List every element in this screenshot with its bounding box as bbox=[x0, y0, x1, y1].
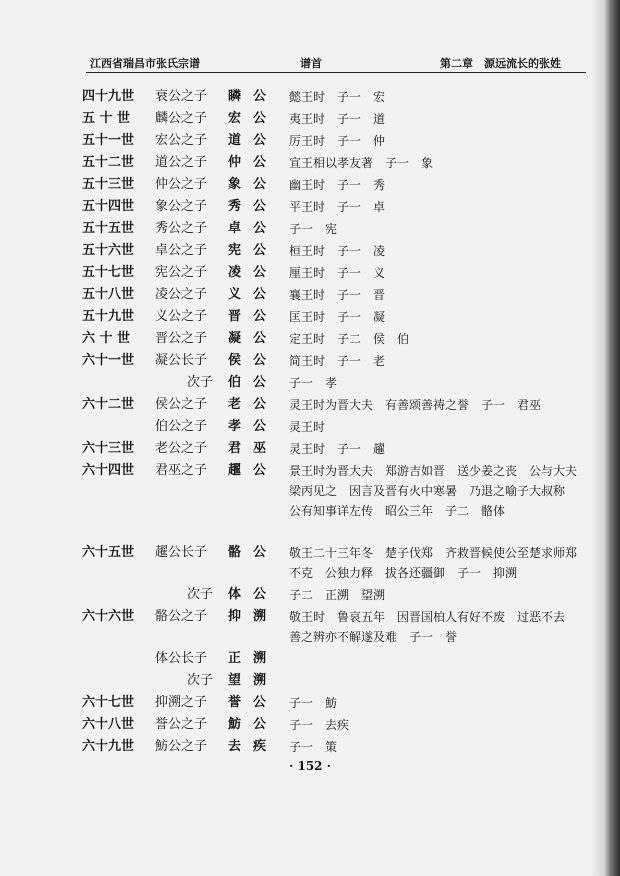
genealogy-row bbox=[0, 263, 604, 283]
genealogy-row bbox=[0, 351, 604, 371]
person-description: 灵王时 bbox=[289, 420, 326, 434]
person-description: 景王时为晋大夫 郑游吉如晋 送少姜之丧 公与大夫梁丙见之 因言及晋有火中寒暑 乃退之喻子大叔称 公有知事详左传 昭公三年 子二 骼体 bbox=[289, 464, 578, 518]
generation-label: 六十五世 bbox=[82, 545, 135, 560]
person-description: 平王时 子一 卓 bbox=[289, 200, 386, 214]
person-name: 瞵公 bbox=[228, 89, 279, 104]
parent-label: 衰公之子 bbox=[155, 89, 208, 104]
person-description: 敬王二十三年冬 楚子伐郑 齐救晋候使公至楚求师郑不克 公独力释 拔各还疆御 子一 抑溯 bbox=[289, 546, 578, 580]
person-description: 简王时 子一 老 bbox=[289, 354, 386, 368]
parent-label: 凝公长子 bbox=[155, 353, 208, 368]
person-name: 正溯 bbox=[228, 651, 279, 666]
genealogy-row bbox=[0, 131, 604, 151]
person-name: 侯公 bbox=[228, 353, 279, 368]
parent-label: 伯公之子 bbox=[155, 419, 208, 434]
parent-label: 宪公之子 bbox=[155, 265, 208, 280]
genealogy-row bbox=[0, 671, 604, 691]
parent-label: 誉公之子 bbox=[155, 717, 208, 732]
person-name: 宪公 bbox=[228, 243, 279, 258]
person-description: 子一 策 bbox=[289, 740, 338, 754]
person-name: 去疾 bbox=[228, 739, 279, 754]
person-description: 灵王时为晋大夫 有善颂善祷之誉 子一 君巫 bbox=[289, 398, 542, 412]
generation-label: 五 十 世 bbox=[82, 111, 131, 126]
genealogy-row bbox=[0, 649, 604, 669]
page-number: · 152 · bbox=[289, 759, 331, 773]
genealogy-row bbox=[0, 197, 604, 217]
person-description: 子一 魴 bbox=[289, 696, 338, 710]
generation-label: 六十三世 bbox=[82, 441, 135, 456]
genealogy-row bbox=[0, 241, 604, 261]
genealogy-row bbox=[0, 461, 604, 541]
person-description: 匡王时 子一 凝 bbox=[289, 310, 386, 324]
parent-label: 秀公之子 bbox=[155, 221, 208, 236]
parent-label: 仲公之子 bbox=[155, 177, 208, 192]
genealogy-row bbox=[0, 373, 604, 393]
person-description: 襄王时 子一 晋 bbox=[289, 288, 386, 302]
person-description: 敬王时 鲁哀五年 因晋国柏人有好不废 过恶不去 善之辨亦不解遂及难 子一 誉 bbox=[289, 610, 578, 644]
person-name: 象公 bbox=[228, 177, 279, 192]
header-book-title: 江西省瑞昌市张氏宗谱 bbox=[90, 57, 200, 70]
person-description: 厘王时 子一 义 bbox=[289, 266, 386, 280]
generation-label: 六十九世 bbox=[82, 739, 135, 754]
parent-label: 卓公之子 bbox=[155, 243, 208, 258]
parent-label: 次子 bbox=[187, 375, 214, 390]
parent-label: 魴公之子 bbox=[155, 739, 208, 754]
genealogy-row bbox=[0, 175, 604, 195]
parent-label: 抑溯之子 bbox=[155, 695, 208, 710]
person-name: 伯公 bbox=[228, 375, 279, 390]
generation-label: 五十七世 bbox=[82, 265, 135, 280]
person-description: 桓王时 子一 凌 bbox=[289, 244, 386, 258]
person-description: 灵王时 子一 趯 bbox=[289, 442, 386, 456]
person-description: 子一 孝 bbox=[289, 376, 338, 390]
parent-label: 骼公之子 bbox=[155, 609, 208, 624]
generation-label: 五十四世 bbox=[82, 199, 135, 214]
person-name: 卓公 bbox=[228, 221, 279, 236]
genealogy-row bbox=[0, 693, 604, 713]
generation-label: 四十九世 bbox=[82, 89, 135, 104]
genealogy-row bbox=[0, 329, 604, 349]
running-header bbox=[86, 51, 586, 71]
person-name: 趯公 bbox=[228, 463, 279, 478]
header-section: 谱首 bbox=[300, 57, 322, 70]
generation-label: 五十一世 bbox=[82, 133, 135, 148]
parent-label: 趯公长子 bbox=[155, 545, 208, 560]
generation-label: 六十六世 bbox=[82, 609, 135, 624]
genealogy-row bbox=[0, 715, 604, 735]
person-name: 誉公 bbox=[228, 695, 279, 710]
genealogy-row bbox=[0, 109, 604, 129]
generation-label: 五十三世 bbox=[82, 177, 135, 192]
parent-label: 侯公之子 bbox=[155, 397, 208, 412]
genealogy-row bbox=[0, 395, 604, 415]
person-name: 仲公 bbox=[228, 155, 279, 170]
generation-label: 六十一世 bbox=[82, 353, 135, 368]
parent-label: 麟公之子 bbox=[155, 111, 208, 126]
person-name: 宏公 bbox=[228, 111, 279, 126]
parent-label: 次子 bbox=[187, 587, 214, 602]
generation-label: 六十四世 bbox=[82, 463, 135, 478]
genealogy-row bbox=[0, 607, 604, 647]
genealogy-row bbox=[0, 307, 604, 327]
person-description: 子二 正溯 望溯 bbox=[289, 588, 386, 602]
parent-label: 道公之子 bbox=[155, 155, 208, 170]
generation-label: 六 十 世 bbox=[82, 331, 131, 346]
generation-label: 六十二世 bbox=[82, 397, 135, 412]
person-name: 凌公 bbox=[228, 265, 279, 280]
generation-label: 五十九世 bbox=[82, 309, 135, 324]
person-description: 夷王时 子一 道 bbox=[289, 112, 386, 126]
parent-label: 凌公之子 bbox=[155, 287, 208, 302]
parent-label: 君巫之子 bbox=[155, 463, 208, 478]
generation-label: 五十八世 bbox=[82, 287, 135, 302]
genealogy-row bbox=[0, 219, 604, 239]
parent-label: 晋公之子 bbox=[155, 331, 208, 346]
person-description: 定王时 子二 侯 伯 bbox=[289, 332, 410, 346]
person-description: 子一 宪 bbox=[289, 222, 338, 236]
parent-label: 老公之子 bbox=[155, 441, 208, 456]
genealogy-row bbox=[0, 417, 604, 437]
page-edge bbox=[604, 0, 620, 876]
person-name: 抑溯 bbox=[228, 609, 279, 624]
person-name: 骼公 bbox=[228, 545, 279, 560]
person-name: 晋公 bbox=[228, 309, 279, 324]
genealogy-row bbox=[0, 153, 604, 173]
person-name: 魴公 bbox=[228, 717, 279, 732]
parent-label: 义公之子 bbox=[155, 309, 208, 324]
person-description: 厉王时 子一 仲 bbox=[289, 134, 386, 148]
generation-label: 六十八世 bbox=[82, 717, 135, 732]
person-name: 老公 bbox=[228, 397, 279, 412]
generation-label: 六十七世 bbox=[82, 695, 135, 710]
generation-label: 五十六世 bbox=[82, 243, 135, 258]
generation-label: 五十二世 bbox=[82, 155, 135, 170]
genealogy-row bbox=[0, 439, 604, 459]
parent-label: 体公长子 bbox=[155, 651, 208, 666]
person-name: 秀公 bbox=[228, 199, 279, 214]
person-name: 孝公 bbox=[228, 419, 279, 434]
person-name: 凝公 bbox=[228, 331, 279, 346]
person-description: 幽王时 子一 秀 bbox=[289, 178, 386, 192]
parent-label: 象公之子 bbox=[155, 199, 208, 214]
person-name: 体公 bbox=[228, 587, 279, 602]
header-chapter: 第二章 源远流长的张姓 bbox=[440, 57, 561, 70]
person-name: 义公 bbox=[228, 287, 279, 302]
genealogy-row bbox=[0, 543, 604, 583]
person-description: 懿王时 子一 宏 bbox=[289, 90, 386, 104]
genealogy-row bbox=[0, 285, 604, 305]
person-name: 望溯 bbox=[228, 673, 279, 688]
genealogy-row bbox=[0, 585, 604, 605]
generation-label: 五十五世 bbox=[82, 221, 135, 236]
parent-label: 宏公之子 bbox=[155, 133, 208, 148]
person-description: 宣王相以孝友著 子一 象 bbox=[289, 156, 434, 170]
parent-label: 次子 bbox=[187, 673, 214, 688]
genealogy-row bbox=[0, 87, 604, 107]
person-description: 子一 去疾 bbox=[289, 718, 350, 732]
genealogy-row bbox=[0, 737, 604, 757]
person-name: 道公 bbox=[228, 133, 279, 148]
header-rule bbox=[86, 72, 586, 73]
person-name: 君巫 bbox=[228, 441, 279, 456]
